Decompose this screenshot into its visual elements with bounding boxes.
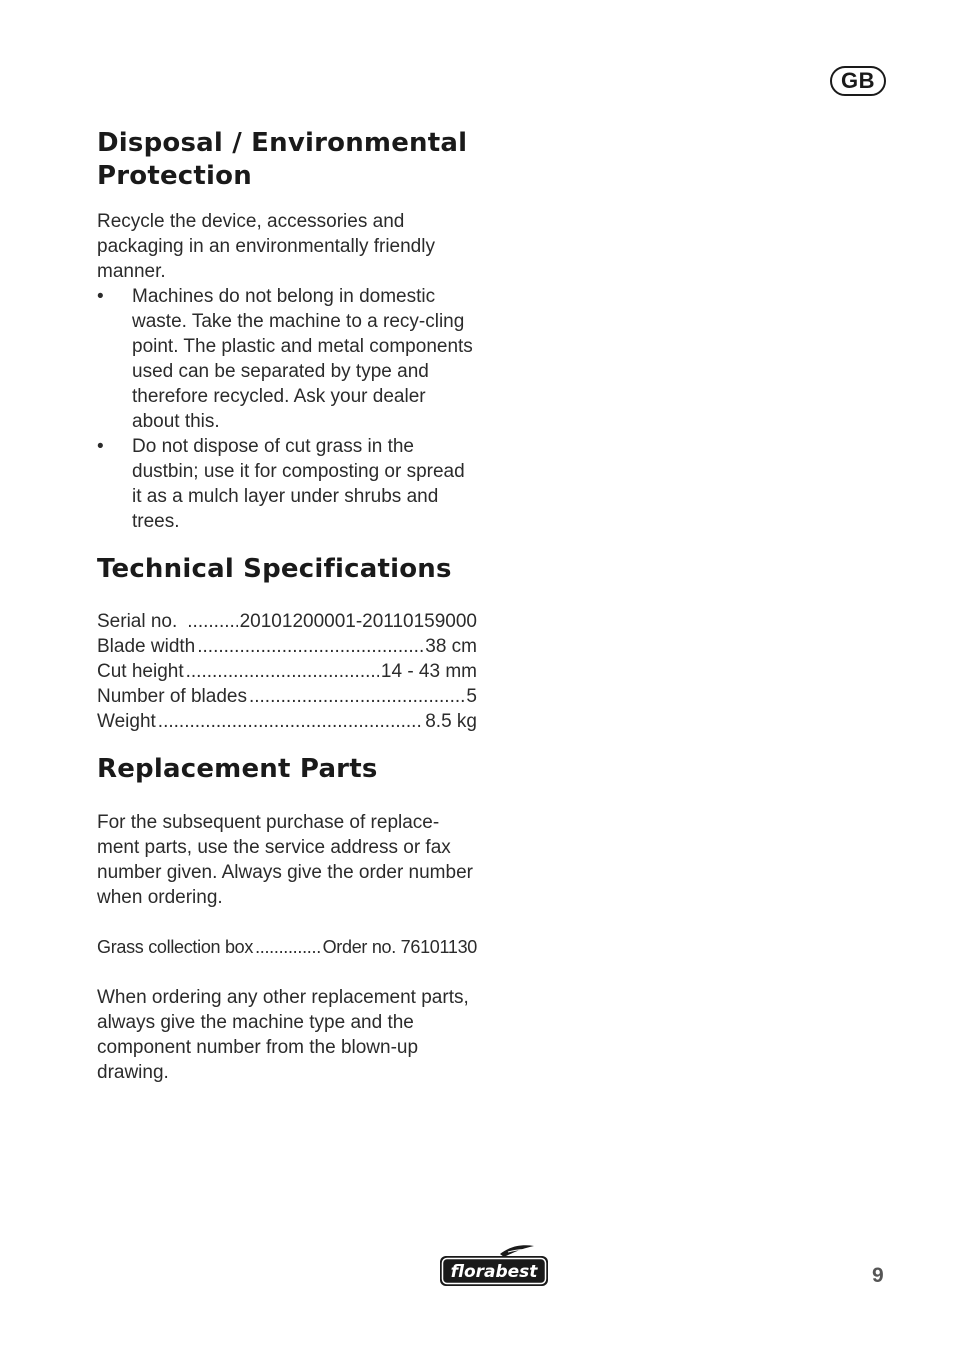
bullet-icon: •	[97, 286, 104, 307]
spec-row-blade-width	[97, 634, 477, 659]
spec-value: 5	[466, 686, 477, 707]
bullet-text: Do not dispose of cut grass in the dustbin; use it for composting or spread it as a mulch layer under shrubs and trees.	[132, 436, 465, 532]
spec-value: 38 cm	[425, 636, 477, 657]
list-item	[97, 434, 477, 534]
spec-label: Cut height	[97, 661, 184, 682]
list-item	[97, 284, 477, 434]
dot-leader	[186, 659, 379, 684]
spec-row-serial	[97, 609, 477, 634]
spec-label: Serial no.	[97, 611, 178, 632]
technical-section	[97, 553, 477, 586]
spec-label: Blade width	[97, 636, 196, 657]
spec-value: 8.5 kg	[425, 711, 477, 732]
page-number: 9	[872, 1264, 884, 1287]
disposal-heading-line2: Protection	[97, 161, 252, 191]
order-line	[97, 935, 477, 960]
dot-leader	[255, 935, 321, 960]
dot-leader	[249, 684, 464, 709]
spec-label: Number of blades	[97, 686, 247, 707]
replacement-section	[97, 753, 477, 786]
disposal-heading-line1: Disposal / Environmental	[97, 128, 468, 158]
dot-leader	[197, 634, 423, 659]
replacement-intro: For the subsequent purchase of replace-ment parts, use the service address or fax number given. Always give the order number when ordering.	[97, 812, 473, 908]
spec-value: 14 - 43 mm	[380, 661, 477, 682]
disposal-heading	[97, 127, 477, 193]
spec-table	[97, 609, 477, 734]
order-label: Grass collection box	[97, 937, 254, 957]
bullet-text: Machines do not belong in domestic waste. Take the machine to a recy-cling point. The plastic and metal components used can be separated by type and therefore recycled. Ask your dealer about this.	[132, 286, 473, 432]
dot-leader	[187, 609, 237, 634]
spec-row-weight	[97, 709, 477, 734]
spec-value: 20101200001-20110159000	[239, 611, 477, 632]
replacement-outro: When ordering any other replacement parts, always give the machine type and the component number from the blown-up drawing.	[97, 987, 469, 1083]
logo-text: florabest	[450, 1262, 538, 1282]
spec-row-cut-height	[97, 659, 477, 684]
disposal-intro: Recycle the device, accessories and packaging in an environmentally friendly manner.	[97, 211, 435, 282]
dot-leader	[158, 709, 423, 734]
disposal-section	[97, 127, 477, 193]
technical-heading: Technical Specifications	[97, 554, 452, 584]
bullet-icon: •	[97, 436, 104, 457]
spec-row-number-of-blades	[97, 684, 477, 709]
disposal-body	[97, 209, 477, 534]
order-value: Order no. 76101130	[322, 937, 477, 957]
spec-label: Weight	[97, 711, 156, 732]
disposal-bullet-list	[97, 284, 477, 534]
replacement-body	[97, 810, 477, 1085]
florabest-logo	[438, 1244, 550, 1288]
language-badge: GB	[830, 66, 886, 96]
replacement-heading: Replacement Parts	[97, 754, 378, 784]
